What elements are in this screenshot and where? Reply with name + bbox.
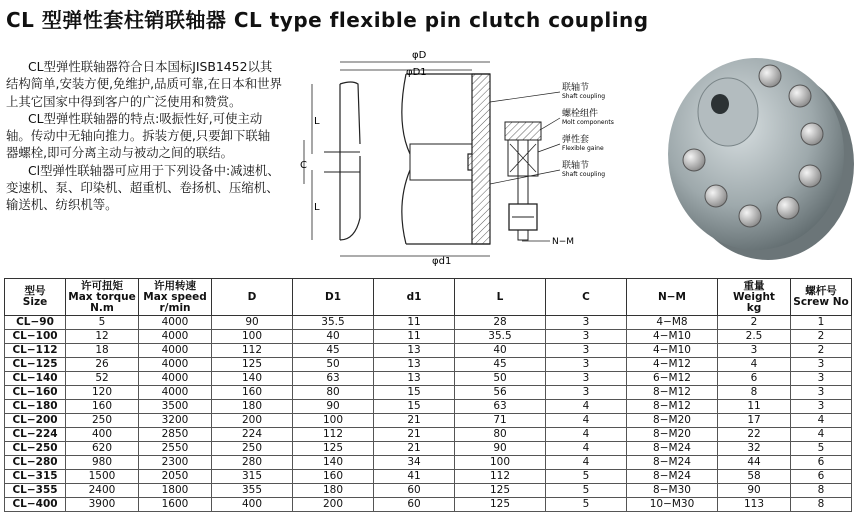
description-paragraph: Cl型弹性联轴器可应用于下列设备中:减速机、变速机、泵、印染机、超重机、卷扬机、压缩机、输送机、纺织机等。 [6,162,280,213]
table-cell: 400 [66,428,139,442]
table-cell: 400 [212,498,293,512]
table-row [5,428,852,442]
table-cell: 2550 [139,442,212,456]
table-cell: 3200 [139,414,212,428]
table-cell: 315 [212,470,293,484]
table-cell: 3 [791,372,852,386]
table-cell: 41 [374,470,455,484]
table-cell: 2050 [139,470,212,484]
table-row [5,498,852,512]
table-cell: 1500 [66,470,139,484]
table-cell: 8−M24 [627,470,718,484]
table-cell: 120 [66,386,139,400]
table-cell: 4000 [139,372,212,386]
table-cell: 8−M20 [627,428,718,442]
table-cell: CL−160 [5,386,66,400]
table-cell: 125 [455,498,546,512]
table-cell: 71 [455,414,546,428]
table-cell: 4 [718,358,791,372]
table-cell: 3 [546,344,627,358]
table-cell: 5 [66,316,139,330]
table-cell: 63 [293,372,374,386]
table-cell: 4000 [139,330,212,344]
table-cell: 4 [546,456,627,470]
table-cell: CL−200 [5,414,66,428]
table-cell: 8−M24 [627,456,718,470]
table-cell: 4000 [139,386,212,400]
table-cell: 8−M12 [627,400,718,414]
table-cell: 6 [791,456,852,470]
table-cell: CL−125 [5,358,66,372]
table-row [5,456,852,470]
table-cell: 45 [293,344,374,358]
table-cell: 180 [212,400,293,414]
table-cell: 52 [66,372,139,386]
table-cell: 12 [66,330,139,344]
table-cell: 21 [374,414,455,428]
bore-hole [711,94,729,114]
table-cell: 8−M20 [627,414,718,428]
table-cell: 224 [212,428,293,442]
table-cell: 620 [66,442,139,456]
table-row [5,414,852,428]
table-cell: 355 [212,484,293,498]
table-cell: 28 [455,316,546,330]
table-cell: 13 [374,358,455,372]
table-cell: 58 [718,470,791,484]
table-cell: 80 [455,428,546,442]
table-cell: 50 [293,358,374,372]
coupling-section-drawing [300,44,630,266]
table-cell: CL−400 [5,498,66,512]
table-cell: 5 [546,498,627,512]
table-cell: 40 [455,344,546,358]
table-cell: 160 [212,386,293,400]
left-hub-outline [340,82,360,240]
table-cell: 6−M12 [627,372,718,386]
table-cell: 4000 [139,344,212,358]
table-cell: 2400 [66,484,139,498]
table-cell: 100 [212,330,293,344]
table-cell: CL−280 [5,456,66,470]
col-C: C [546,279,627,316]
col-D1: D1 [293,279,374,316]
callout-shaft-coupling-cn: 联轴节 [562,83,590,93]
dim-C: C [300,160,307,171]
table-cell: 35.5 [293,316,374,330]
table-row [5,400,852,414]
table-cell: 4 [546,428,627,442]
table-cell: 21 [374,442,455,456]
col-D: D [212,279,293,316]
table-cell: 140 [293,456,374,470]
table-cell: 90 [293,400,374,414]
table-cell: 1800 [139,484,212,498]
table-cell: 3 [546,316,627,330]
dim-L-bottom: L [314,202,320,213]
table-cell: 980 [66,456,139,470]
table-cell: 15 [374,386,455,400]
table-cell: 125 [212,358,293,372]
table-cell: 3900 [66,498,139,512]
table-cell: 4−M8 [627,316,718,330]
spec-table [4,278,852,512]
table-cell: 22 [718,428,791,442]
description [6,58,282,214]
col-max-torque: 许可扭矩 Max torque N.m [66,279,139,316]
table-cell: 2.5 [718,330,791,344]
col-d1: d1 [374,279,455,316]
table-cell: CL−250 [5,442,66,456]
table-cell: 5 [546,470,627,484]
table-cell: 13 [374,344,455,358]
table-cell: 4 [546,442,627,456]
callout-bolt-cn: 螺栓组件 [562,109,599,119]
col-weight: 重量 Weight kg [718,279,791,316]
table-cell: 32 [718,442,791,456]
col-screw-no: 螺杆号 Screw No [791,279,852,316]
table-cell: 280 [212,456,293,470]
callout-shaft-coupling2-en: Shaft coupling [562,171,606,178]
dim-d1: φd1 [432,256,452,266]
table-cell: 90 [455,442,546,456]
table-cell: 3 [718,344,791,358]
table-cell: 4−M10 [627,344,718,358]
table-cell: 15 [374,400,455,414]
right-hub-section [468,74,490,244]
callout-sleeve-en: Flexible gaine [562,145,604,152]
callout-shaft-coupling-en: Shaft coupling [562,93,606,100]
table-cell: 2850 [139,428,212,442]
table-cell: 34 [374,456,455,470]
table-cell: 8−M12 [627,386,718,400]
table-row [5,442,852,456]
table-cell: 90 [212,316,293,330]
table-cell: 125 [293,442,374,456]
table-cell: 11 [718,400,791,414]
table-cell: 18 [66,344,139,358]
dim-L-top: L [314,116,320,127]
table-cell: 4 [546,400,627,414]
col-max-speed: 许用转速 Max speed r/min [139,279,212,316]
table-row [5,330,852,344]
table-cell: 3 [791,400,852,414]
table-cell: 56 [455,386,546,400]
table-cell: 200 [212,414,293,428]
table-cell: 2300 [139,456,212,470]
table-cell: 3 [546,330,627,344]
table-cell: 3500 [139,400,212,414]
table-cell: 250 [66,414,139,428]
table-cell: 60 [374,484,455,498]
table-cell: 160 [66,400,139,414]
col-N-M: N−M [627,279,718,316]
col-L: L [455,279,546,316]
table-cell: 8−M24 [627,442,718,456]
table-cell: CL−90 [5,316,66,330]
table-cell: 3 [546,386,627,400]
table-cell: CL−140 [5,372,66,386]
table-cell: CL−224 [5,428,66,442]
table-cell: 6 [791,470,852,484]
dim-NM: N−M [552,237,575,247]
table-cell: 160 [293,470,374,484]
table-row [5,358,852,372]
table-cell: 4 [791,414,852,428]
table-cell: 4 [546,414,627,428]
table-row [5,372,852,386]
table-cell: CL−180 [5,400,66,414]
table-cell: CL−355 [5,484,66,498]
table-cell: 8−M30 [627,484,718,498]
table-cell: 17 [718,414,791,428]
table-cell: 112 [293,428,374,442]
table-row [5,470,852,484]
table-cell: 4000 [139,358,212,372]
table-cell: CL−100 [5,330,66,344]
table-row [5,386,852,400]
table-cell: 35.5 [455,330,546,344]
table-cell: 112 [455,470,546,484]
table-cell: 5 [546,484,627,498]
table-cell: 4 [791,428,852,442]
table-cell: 2 [791,344,852,358]
table-cell: CL−315 [5,470,66,484]
table-cell: 112 [212,344,293,358]
table-cell: 11 [374,330,455,344]
table-row [5,316,852,330]
table-cell: 4000 [139,316,212,330]
table-cell: 60 [374,498,455,512]
table-cell: 8 [791,498,852,512]
table-cell: 44 [718,456,791,470]
table-cell: 1 [791,316,852,330]
table-cell: 113 [718,498,791,512]
table-cell: 100 [455,456,546,470]
coupling-photo [650,36,855,266]
table-cell: 11 [374,316,455,330]
table-cell: 10−M30 [627,498,718,512]
table-cell: 180 [293,484,374,498]
description-paragraph: CL型弹性联轴器符合日本国标JISB1452以其结构简单,安装方便,免维护,品质可靠,在日本和世界上其它国家中得到客户的广泛使用和赞赏。 [6,59,282,109]
table-header-row [5,279,852,316]
table-cell: 13 [374,372,455,386]
table-cell: 63 [455,400,546,414]
bolt-head [505,122,541,140]
table-cell: 4−M10 [627,330,718,344]
description-paragraph: CL型弹性联轴器的特点:吸振性好,可使主动轴。传动中无轴向推力。拆装方便,只要卸下联轴器螺栓,即可分离主动与被动之间的联结。 [6,110,271,161]
table-cell: 250 [212,442,293,456]
table-cell: 3 [546,372,627,386]
table-cell: 21 [374,428,455,442]
table-cell: 1600 [139,498,212,512]
table-cell: 3 [546,358,627,372]
callout-sleeve-cn: 弹性套 [562,135,590,145]
table-cell: 2 [791,330,852,344]
table-cell: 80 [293,386,374,400]
dim-D1: φD1 [406,67,427,78]
table-cell: 3 [791,358,852,372]
table-cell: 8 [718,386,791,400]
table-cell: CL−112 [5,344,66,358]
table-cell: 3 [791,386,852,400]
table-cell: 140 [212,372,293,386]
table-cell: 8 [791,484,852,498]
table-row [5,344,852,358]
callout-shaft-coupling2-cn: 联轴节 [562,161,590,171]
col-size: 型号 Size [5,279,66,316]
callout-bolt-en: Molt components [562,119,614,126]
dim-D: φD [412,50,427,61]
table-cell: 5 [791,442,852,456]
table-cell: 4−M12 [627,358,718,372]
table-cell: 90 [718,484,791,498]
table-cell: 40 [293,330,374,344]
table-cell: 6 [718,372,791,386]
table-cell: 125 [455,484,546,498]
table-cell: 26 [66,358,139,372]
table-cell: 50 [455,372,546,386]
table-cell: 45 [455,358,546,372]
table-cell: 200 [293,498,374,512]
page-title: CL 型弹性套柱销联轴器 CL type flexible pin clutch coupling [6,8,649,32]
table-cell: 2 [718,316,791,330]
table-cell: 100 [293,414,374,428]
table-row [5,484,852,498]
